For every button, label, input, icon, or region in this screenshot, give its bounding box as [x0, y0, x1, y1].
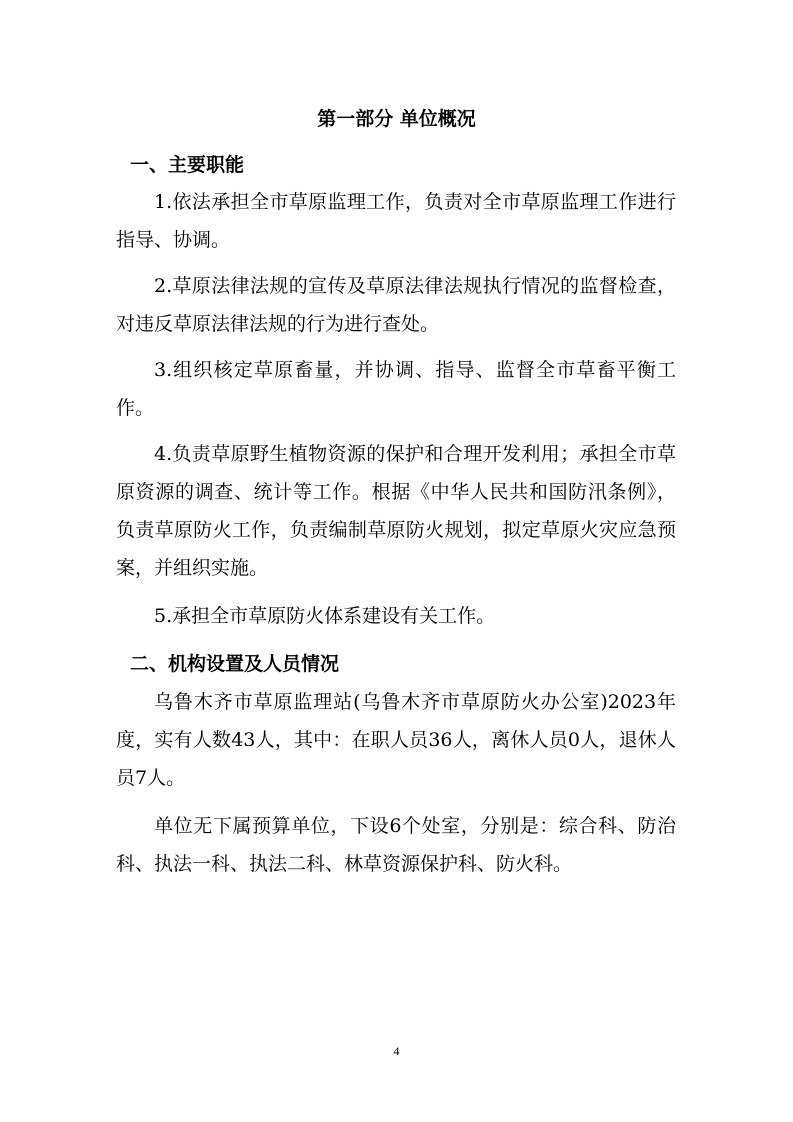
function-item-5: 5.承担全市草原防火体系建设有关工作。 — [154, 605, 496, 627]
function-item-4: 4.负责草原野生植物资源的保护和合理开发利用；承担全市草原资源的调查、统计等工作。根据《中华人民共和国防汛条例》，负责草原防火工作，负责编制草原防火规划，拟定草原火灾应急预案，并组织实施。 — [116, 443, 676, 579]
section-heading-organization: 二、机构设置及人员情况 — [130, 653, 340, 675]
organization-paragraph-departments: 单位无下属预算单位，下设6个处室，分别是：综合科、防治科、执法一科、执法二科、林草资源保护科、防火科。 — [116, 815, 676, 875]
organization-paragraph-staff: 乌鲁木齐市草原监理站(乌鲁木齐市草原防火办公室)2023年度，实有人数43人，其中：在职人员36人，离休人员0人，退休人员7人。 — [116, 691, 676, 789]
page-title: 第一部分 单位概况 — [317, 108, 476, 130]
function-item-2: 2.草原法律法规的宣传及草原法律法规执行情况的监督检查，对违反草原法律法规的行为进行查处。 — [116, 275, 676, 335]
section-heading-main-functions: 一、主要职能 — [130, 154, 245, 176]
page-number: 4 — [393, 1044, 400, 1058]
function-item-1: 1.依法承担全市草原监理工作，负责对全市草原监理工作进行指导、协调。 — [116, 191, 676, 251]
function-item-3: 3.组织核定草原畜量，并协调、指导、监督全市草畜平衡工作。 — [116, 359, 676, 419]
